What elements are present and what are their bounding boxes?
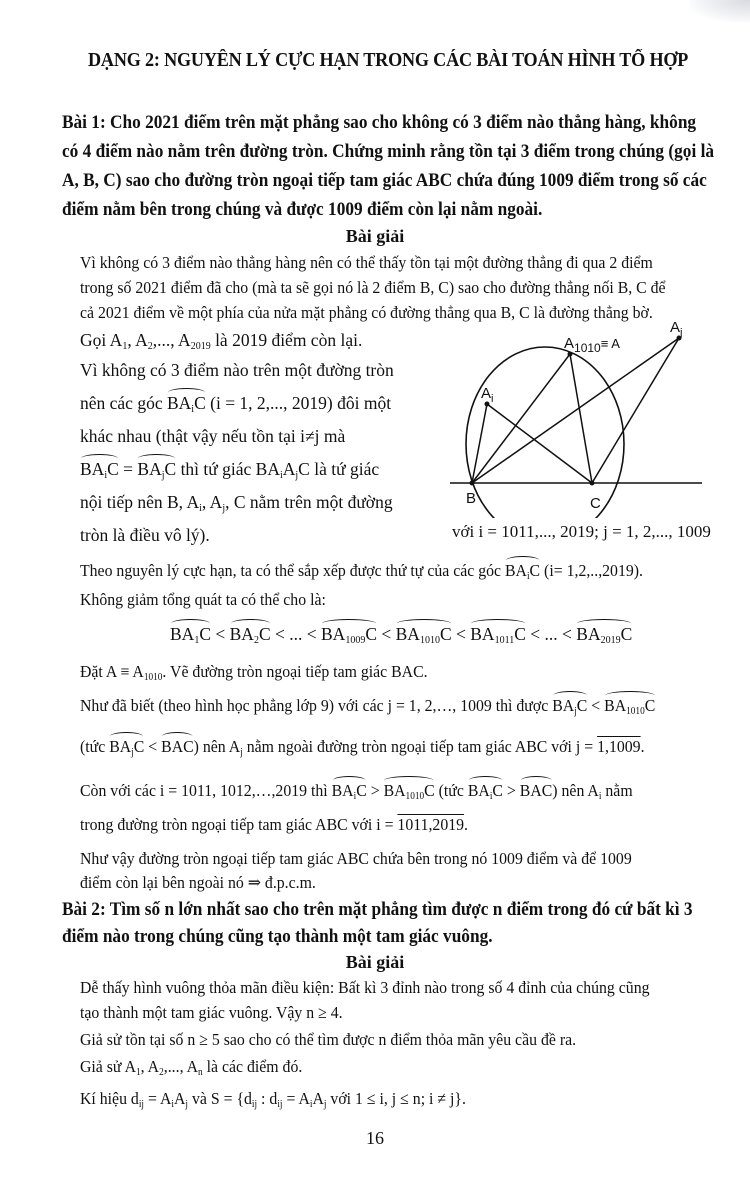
angle-chain: $BA_1C < BA_2C$ < ... < $BA_{1009}C < BA_{1010}C < BA_{1011}C$ < ... < $BA_{2019}C$ <box>170 624 633 646</box>
label-aj: $A_j$ <box>670 319 683 339</box>
label-c: C <box>590 495 601 512</box>
wlog-line: Không giảm tổng quát ta có thể cho là: <box>80 590 326 609</box>
solution1-intro-3: cả 2021 điểm về một phía của nửa mặt phẳng có đường thẳng qua B, C là đường thẳng bờ. <box>80 303 653 322</box>
goi-line: Gọi $A_1$, $A_2$,..., $A_{2019}$ là 2019 điểm còn lại. <box>80 330 363 352</box>
segment-aj-c <box>592 338 679 483</box>
con-voi-line: Còn với các i = 1011, 1012,…,2019 thì $BA_iC > BA_{1010}C$ (tức $BA_iC > BAC$) nên $A_i$ nằm <box>80 781 633 802</box>
section-heading: DẠNG 2: NGUYÊN LÝ CỰC HẠN TRONG CÁC BÀI TOÁN HÌNH TỔ HỢP <box>88 50 689 71</box>
problem1-line-2: có 4 điểm nào nằm trên đường tròn. Chứng minh rằng tồn tại 3 điểm trong chúng (gọi là <box>62 141 715 162</box>
segment-b-aj <box>472 338 679 483</box>
left-col-line-6: tròn là điều vô lý). <box>80 525 210 545</box>
solution1-intro-1: Vì không có 3 điểm nào thẳng hàng nên có thể thấy tồn tại một đường thẳng đi qua 2 điểm <box>80 253 653 272</box>
left-col-line-3: khác nhau (thật vậy nếu tồn tại i≠j mà <box>80 426 346 446</box>
page-number: 16 <box>366 1128 384 1148</box>
solution1-title: Bài giải <box>345 226 405 246</box>
label-a1010: $A_{1010}\equiv A$ <box>564 335 620 355</box>
label-b: B <box>466 490 477 507</box>
problem1-line-4: điểm nằm bên trong chúng và được 1009 điểm còn lại nằm ngoài. <box>62 199 543 220</box>
problem2-line-1: Bài 2: Tìm số n lớn nhất sao cho trên mặt phẳng tìm được n điểm trong đó cứ bất kì 3 <box>62 899 693 920</box>
nhu-da-biet-line: Như đã biết (theo hình học phẳng lớp 9) với các j = 1, 2,…, 1009 thì được $BA_jC < BA_{1010}C$ <box>80 696 656 717</box>
left-col-line-4: $BA_iC = BA_jC$ thì tứ giác $BA_iA_jC$ là tứ giác <box>80 459 380 481</box>
segment-b-ai <box>472 404 487 483</box>
left-col-line-5: nội tiếp nên B, $A_i$, $A_j$, C nằm trên một đường <box>80 492 393 514</box>
tuc1-line: (tức $BA_jC < BAC$) nên $A_j$ nằm ngoài đường tròn ngoại tiếp tam giác ABC với j = 1,1009. <box>80 737 645 758</box>
dat-line: Đặt $A \equiv A_{1010}$. Vẽ đường tròn ngoại tiếp tam giác BAC. <box>80 662 428 683</box>
label-ai: $A_i$ <box>481 385 494 405</box>
figure-caption: với i = 1011,..., 2019; j = 1, 2,..., 1009 <box>452 522 711 541</box>
solution2-title: Bài giải <box>345 952 405 972</box>
trong-duong-line: trong đường tròn ngoại tiếp tam giác ABC với i = 1011,2019. <box>80 815 468 834</box>
problem1-line-1: Bài 1: Cho 2021 điểm trên mặt phẳng sao cho không có 3 điểm nào thẳng hàng, không <box>62 112 697 133</box>
order-line: Theo nguyên lý cực hạn, ta có thể sắp xếp được thứ tự của các góc $BA_iC$ (i= 1,2,..,2019). <box>80 561 643 582</box>
segment-a1010-c <box>570 354 592 483</box>
segment-b-a1010 <box>472 354 570 483</box>
point-ai <box>485 402 490 407</box>
conclusion-line-2: điểm còn lại bên ngoài nó ⇒ đ.p.c.m. <box>80 873 316 892</box>
left-col-line-1: Vì không có 3 điểm nào trên một đường tròn <box>80 360 394 380</box>
geometry-figure <box>440 318 740 518</box>
solution2-line-5: Kí hiệu $d_{ij} = A_iA_j$ và $S = \{d_{ij}$ : $d_{ij} = A_iA_j$ với 1 ≤ i, j ≤ n; i ≠ j}. <box>80 1089 466 1110</box>
solution2-line-1: Dễ thấy hình vuông thỏa mãn điều kiện: Bất kì 3 đỉnh nào trong số 4 đỉnh của chúng cũng <box>80 978 650 997</box>
point-c <box>590 481 595 486</box>
point-b <box>470 481 475 486</box>
problem1-line-3: A, B, C) sao cho đường tròn ngoại tiếp tam giác ABC chứa đúng 1009 điểm trong số các <box>62 170 707 191</box>
solution2-line-3: Giả sử tồn tại số n ≥ 5 sao cho có thể tìm được n điểm thỏa mãn yêu cầu đề ra. <box>80 1030 577 1049</box>
solution2-line-4: Giả sử $A_1$, $A_2$,..., $A_n$ là các điểm đó. <box>80 1057 303 1078</box>
point-a1010 <box>568 352 573 357</box>
left-col-line-2: nên các góc $BA_iC$ (i = 1, 2,..., 2019) đôi một <box>80 393 392 415</box>
conclusion-line-1: Như vậy đường tròn ngoại tiếp tam giác ABC chứa bên trong nó 1009 điểm và để 1009 <box>80 849 632 868</box>
solution2-line-2: tạo thành một tam giác vuông. Vậy n ≥ 4. <box>80 1003 343 1022</box>
problem2-line-2: điểm nào trong chúng cũng tạo thành một tam giác vuông. <box>62 926 493 947</box>
solution1-intro-2: trong số 2021 điểm đã cho (mà ta sẽ gọi nó là 2 điểm B, C) sao cho đường thẳng nối B, C để <box>80 278 666 297</box>
